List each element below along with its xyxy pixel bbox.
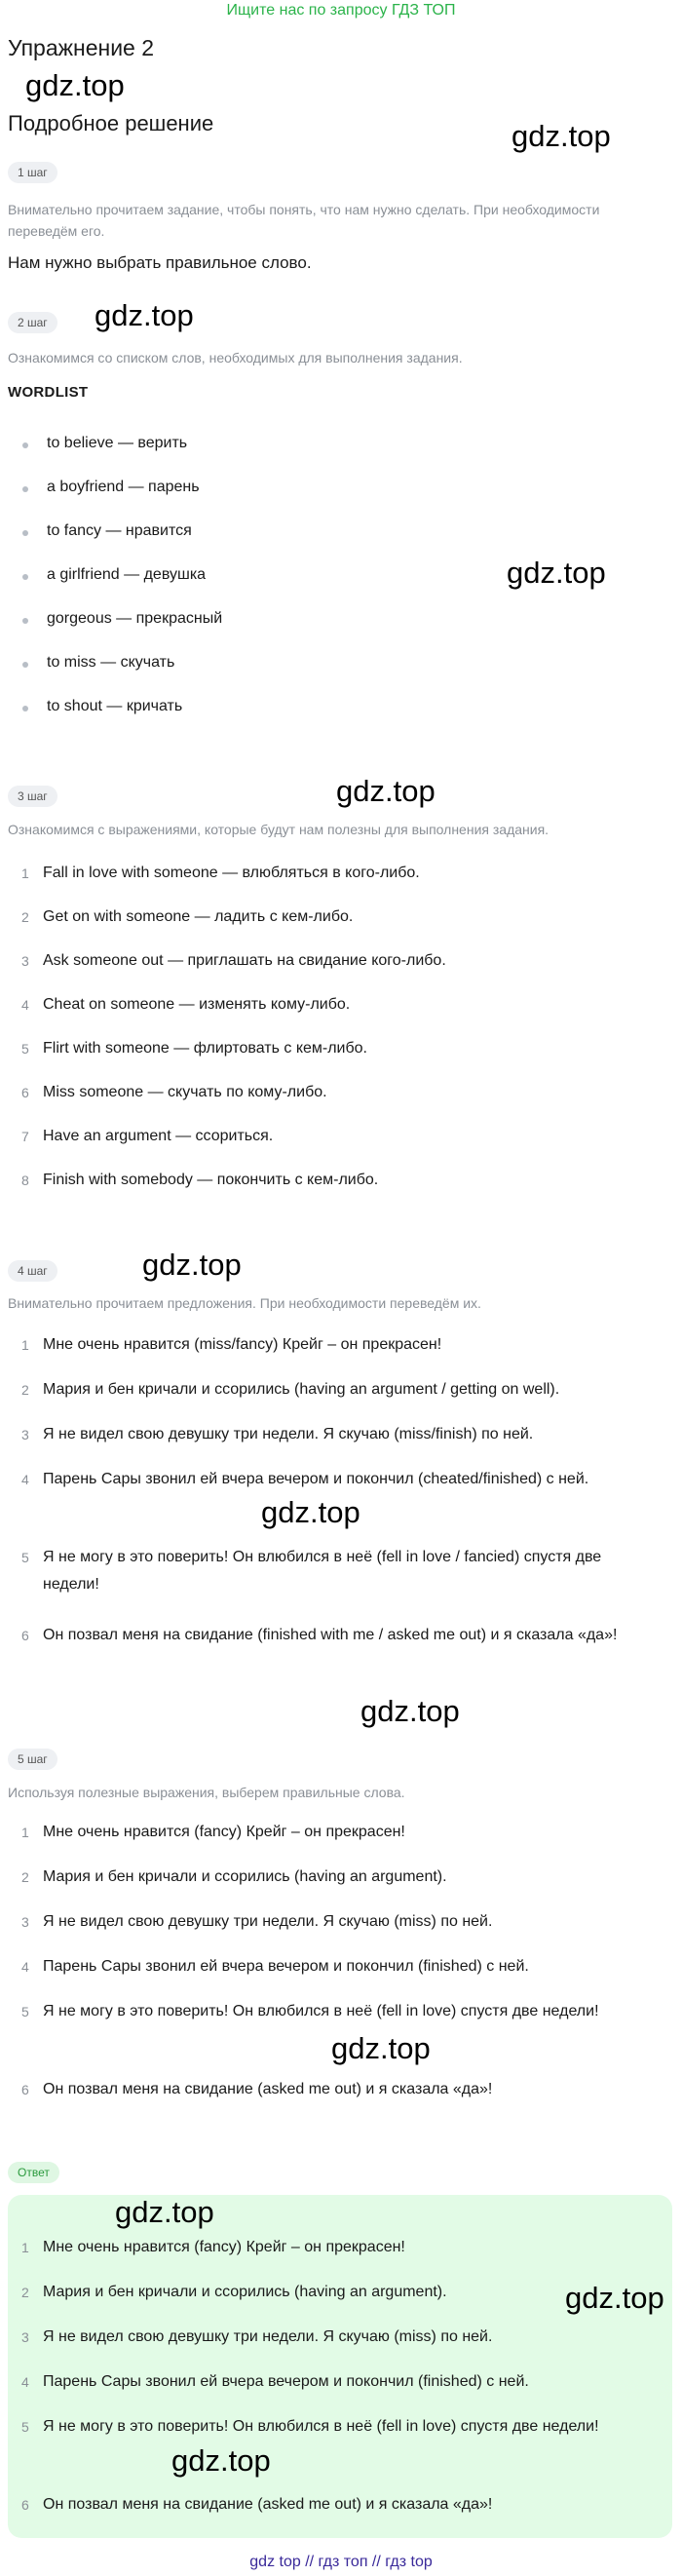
item-number: 1 [21, 1825, 29, 1840]
solution-item-text: Он позвал меня на свидание (asked me out) и я сказала «да»! [43, 2081, 493, 2097]
watermark: gdz.top [336, 774, 436, 808]
item-number: 4 [21, 2374, 29, 2390]
step-1-badge: 1 шаг [8, 162, 57, 183]
item-number: 4 [21, 997, 29, 1013]
item-number: 3 [21, 1914, 29, 1930]
item-number: 8 [21, 1173, 29, 1188]
step-3-description: Ознакомимся с выражениями, которые будут нам полезны для выполнения задания. [8, 822, 549, 837]
item-number: 1 [21, 2240, 29, 2255]
expression-item-text: Flirt with someone — флиртовать с кем-либо. [43, 1040, 367, 1057]
item-number: 6 [21, 1628, 29, 1643]
expression-item-text: Fall in love with someone — влюбляться в кого-либо. [43, 865, 420, 881]
wordlist-item-text: to believe — верить [47, 435, 188, 451]
watermark: gdz.top [95, 298, 194, 332]
item-number: 6 [21, 2497, 29, 2513]
watermark: gdz.top [331, 2031, 431, 2065]
answer-item-text: Я не видел свою девушку три недели. Я скучаю (miss) по ней. [43, 2328, 493, 2345]
item-number: 3 [21, 1427, 29, 1442]
answer-item-text: Я не могу в это поверить! Он влюбился в неё (fell in love) спустя две недели! [43, 2418, 599, 2435]
step-1-description: Внимательно прочитаем задание, чтобы понять, что нам нужно сделать. При необходимости переведём его. [8, 202, 600, 239]
item-number: 1 [21, 865, 29, 881]
expression-item-text: Have an argument — ссориться. [43, 1128, 274, 1144]
wordlist-heading: WORDLIST [8, 384, 89, 401]
item-number: 4 [21, 1472, 29, 1487]
wordlist-item-text: a boyfriend — парень [47, 479, 200, 495]
item-number: 2 [21, 1382, 29, 1398]
wordlist-item-text: to miss — скучать [47, 654, 175, 671]
bullet-dot-icon [22, 530, 28, 536]
step-1-text: Нам нужно выбрать правильное слово. [8, 253, 312, 272]
solution-item-text: Я не могу в это поверить! Он влюбился в неё (fell in love) спустя две недели! [43, 2003, 599, 2019]
answer-badge: Ответ [8, 2162, 59, 2183]
item-number: 5 [21, 2004, 29, 2019]
sentence-item-text: Я не видел свою девушку три недели. Я скучаю (miss/finish) по ней. [43, 1426, 534, 1442]
wordlist-item [0, 471, 682, 510]
answer-item-text: Он позвал меня на свидание (asked me out) и я сказала «да»! [43, 2496, 493, 2513]
step-5-description: Используя полезные выражения, выберем правильные слова. [8, 1785, 405, 1800]
watermark: gdz.top [142, 1248, 242, 1282]
step-3-badge: 3 шаг [8, 786, 57, 807]
wordlist-item [0, 690, 682, 729]
sentence-item-text: Я не могу в это поверить! Он влюбился в неё (fell in love / fancied) спустя две недели! [43, 1549, 602, 1593]
answer-item-text: Мария и бен кричали и ссорились (having an argument). [43, 2284, 447, 2300]
bullet-dot-icon [22, 486, 28, 492]
solution-item-text: Парень Сары звонил ей вчера вечером и покончил (finished) с ней. [43, 1958, 529, 1975]
watermark: gdz.top [171, 2443, 271, 2478]
expression-item-text: Miss someone — скучать по кому-либо. [43, 1084, 327, 1100]
bullet-dot-icon [22, 574, 28, 580]
solution-item-text: Мне очень нравится (fancy) Крейг – он прекрасен! [43, 1824, 405, 1840]
solution-item-text: Мария и бен кричали и ссорились (having an argument). [43, 1868, 447, 1885]
item-number: 2 [21, 2285, 29, 2300]
expression-item-text: Get on with someone — ладить с кем-либо. [43, 908, 354, 925]
item-number: 2 [21, 1869, 29, 1885]
bullet-dot-icon [22, 706, 28, 711]
item-number: 1 [21, 1337, 29, 1353]
step-5-badge: 5 шаг [8, 1749, 57, 1770]
item-number: 7 [21, 1129, 29, 1144]
step-2-description: Ознакомимся со списком слов, необходимых для выполнения задания. [8, 350, 463, 365]
item-number: 5 [21, 2419, 29, 2435]
sentence-item-text: Парень Сары звонил ей вчера вечером и покончил (cheated/finished) с ней. [43, 1471, 589, 1487]
watermark: gdz.top [360, 1694, 460, 1728]
solution-heading: Подробное решение [8, 111, 214, 135]
bullet-dot-icon [22, 442, 28, 448]
page-title: Упражнение 2 [8, 35, 155, 60]
item-number: 2 [21, 909, 29, 925]
wordlist-item [0, 427, 682, 466]
item-number: 6 [21, 1085, 29, 1100]
top-banner[interactable]: Ищите нас по запросу ГДЗ ТОП [226, 2, 456, 19]
wordlist-item-text: to fancy — нравится [47, 522, 192, 539]
watermark: gdz.top [512, 119, 611, 153]
item-number: 5 [21, 1041, 29, 1057]
item-number: 6 [21, 2082, 29, 2097]
wordlist-item-text: to shout — кричать [47, 698, 183, 714]
answer-item-text: Мне очень нравится (fancy) Крейг – он прекрасен! [43, 2239, 405, 2255]
wordlist-item [0, 515, 682, 554]
sentence-item-text: Он позвал меня на свидание (finished with me / asked me out) и я сказала «да»! [43, 1627, 618, 1643]
watermark: gdz.top [261, 1495, 360, 1529]
item-number: 5 [21, 1550, 29, 1565]
step-4-description: Внимательно прочитаем предложения. При необходимости переведём их. [8, 1295, 481, 1311]
expression-item-text: Ask someone out — приглашать на свидание кого-либо. [43, 952, 446, 969]
watermark: gdz.top [565, 2281, 664, 2315]
item-number: 3 [21, 953, 29, 969]
expression-item-text: Cheat on someone — изменять кому-либо. [43, 996, 351, 1013]
solution-item-text: Я не видел свою девушку три недели. Я скучаю (miss) по ней. [43, 1913, 493, 1930]
answer-item-text: Парень Сары звонил ей вчера вечером и покончил (finished) с ней. [43, 2373, 529, 2390]
footer-links[interactable]: gdz top // гдз топ // гдз top [249, 2554, 433, 2570]
item-number: 3 [21, 2329, 29, 2345]
step-2-badge: 2 шаг [8, 312, 57, 333]
watermark: gdz.top [25, 68, 125, 102]
sentence-item-text: Мария и бен кричали и ссорились (having an argument / getting on well). [43, 1381, 560, 1398]
watermark: gdz.top [507, 556, 606, 590]
wordlist-item-text: a girlfriend — девушка [47, 566, 207, 583]
step-4-badge: 4 шаг [8, 1260, 57, 1282]
expression-item-text: Finish with somebody — покончить с кем-либо. [43, 1172, 379, 1188]
sentence-item-text: Мне очень нравится (miss/fancy) Крейг – он прекрасен! [43, 1336, 442, 1353]
wordlist-item [0, 646, 682, 685]
watermark: gdz.top [115, 2195, 214, 2229]
wordlist-item [0, 602, 682, 641]
wordlist-item-text: gorgeous — прекрасный [47, 610, 223, 627]
bullet-dot-icon [22, 618, 28, 624]
bullet-dot-icon [22, 662, 28, 668]
item-number: 4 [21, 1959, 29, 1975]
